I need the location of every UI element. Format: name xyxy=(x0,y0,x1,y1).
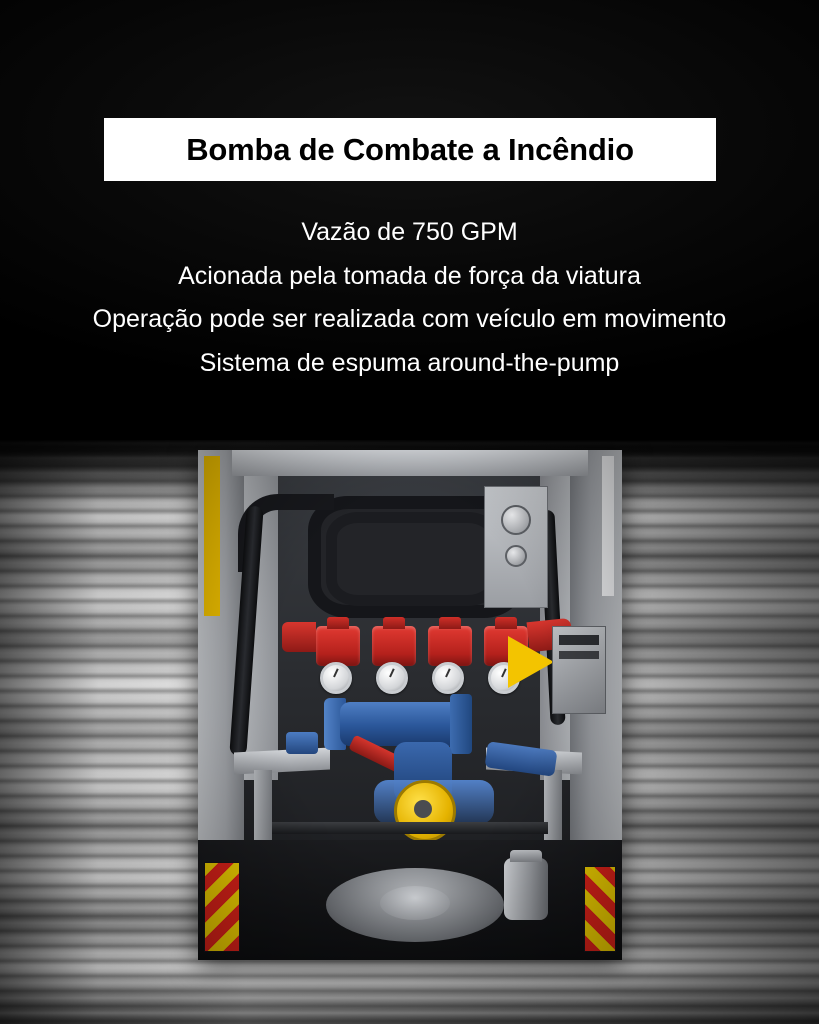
side-instrument-plate xyxy=(552,626,606,714)
red-valve-1 xyxy=(316,626,360,666)
pump-drive-motor xyxy=(504,858,548,920)
yellow-wedge-marker xyxy=(508,636,554,688)
bullet-item-pump-and-roll: Operação pode ser realizada com veículo em movimento xyxy=(92,305,727,333)
compartment-top-rail xyxy=(232,450,588,476)
blue-pipe-flange xyxy=(450,694,472,754)
plate-label-bar-2 xyxy=(559,651,599,659)
plate-label-bar-1 xyxy=(559,635,599,645)
red-valve-manifold xyxy=(316,626,536,682)
blue-valve-small-left xyxy=(286,732,318,754)
red-valve-2 xyxy=(372,626,416,666)
red-valve-3 xyxy=(428,626,472,666)
photo-inner xyxy=(198,450,622,960)
pressure-gauge-1 xyxy=(320,662,352,694)
red-valve-3-neck xyxy=(439,617,461,629)
control-panel-upper-right xyxy=(484,486,548,608)
bullet-item-pto-drive: Acionada pela tomada de força da viatura xyxy=(178,261,641,290)
white-edge-strip xyxy=(602,456,614,596)
red-valve-1-neck xyxy=(327,617,349,629)
red-valve-4-neck xyxy=(495,617,517,629)
pressure-gauge-2 xyxy=(376,662,408,694)
panel-knob-icon xyxy=(501,505,531,535)
bullet-item-foam-system: Sistema de espuma around-the-pump xyxy=(199,348,620,377)
panel-knob-small-icon xyxy=(505,545,527,567)
page-title: Bomba de Combate a Incêndio xyxy=(186,131,634,167)
chassis-cross-member xyxy=(272,822,548,834)
hose-coil-inner-icon xyxy=(326,512,500,606)
title-banner xyxy=(104,118,716,181)
pump-compartment-photo xyxy=(198,450,622,960)
red-valve-2-neck xyxy=(383,617,405,629)
hazard-chevron-left xyxy=(204,862,240,952)
bullet-item-flow-rate: Vazão de 750 GPM xyxy=(301,218,518,246)
bullet-list xyxy=(0,218,819,392)
pressure-gauge-3 xyxy=(432,662,464,694)
stainless-tank-head xyxy=(326,868,504,942)
red-manifold-left-cap xyxy=(282,622,316,652)
hazard-chevron-right xyxy=(584,866,616,952)
yellow-edge-strip xyxy=(204,456,220,616)
